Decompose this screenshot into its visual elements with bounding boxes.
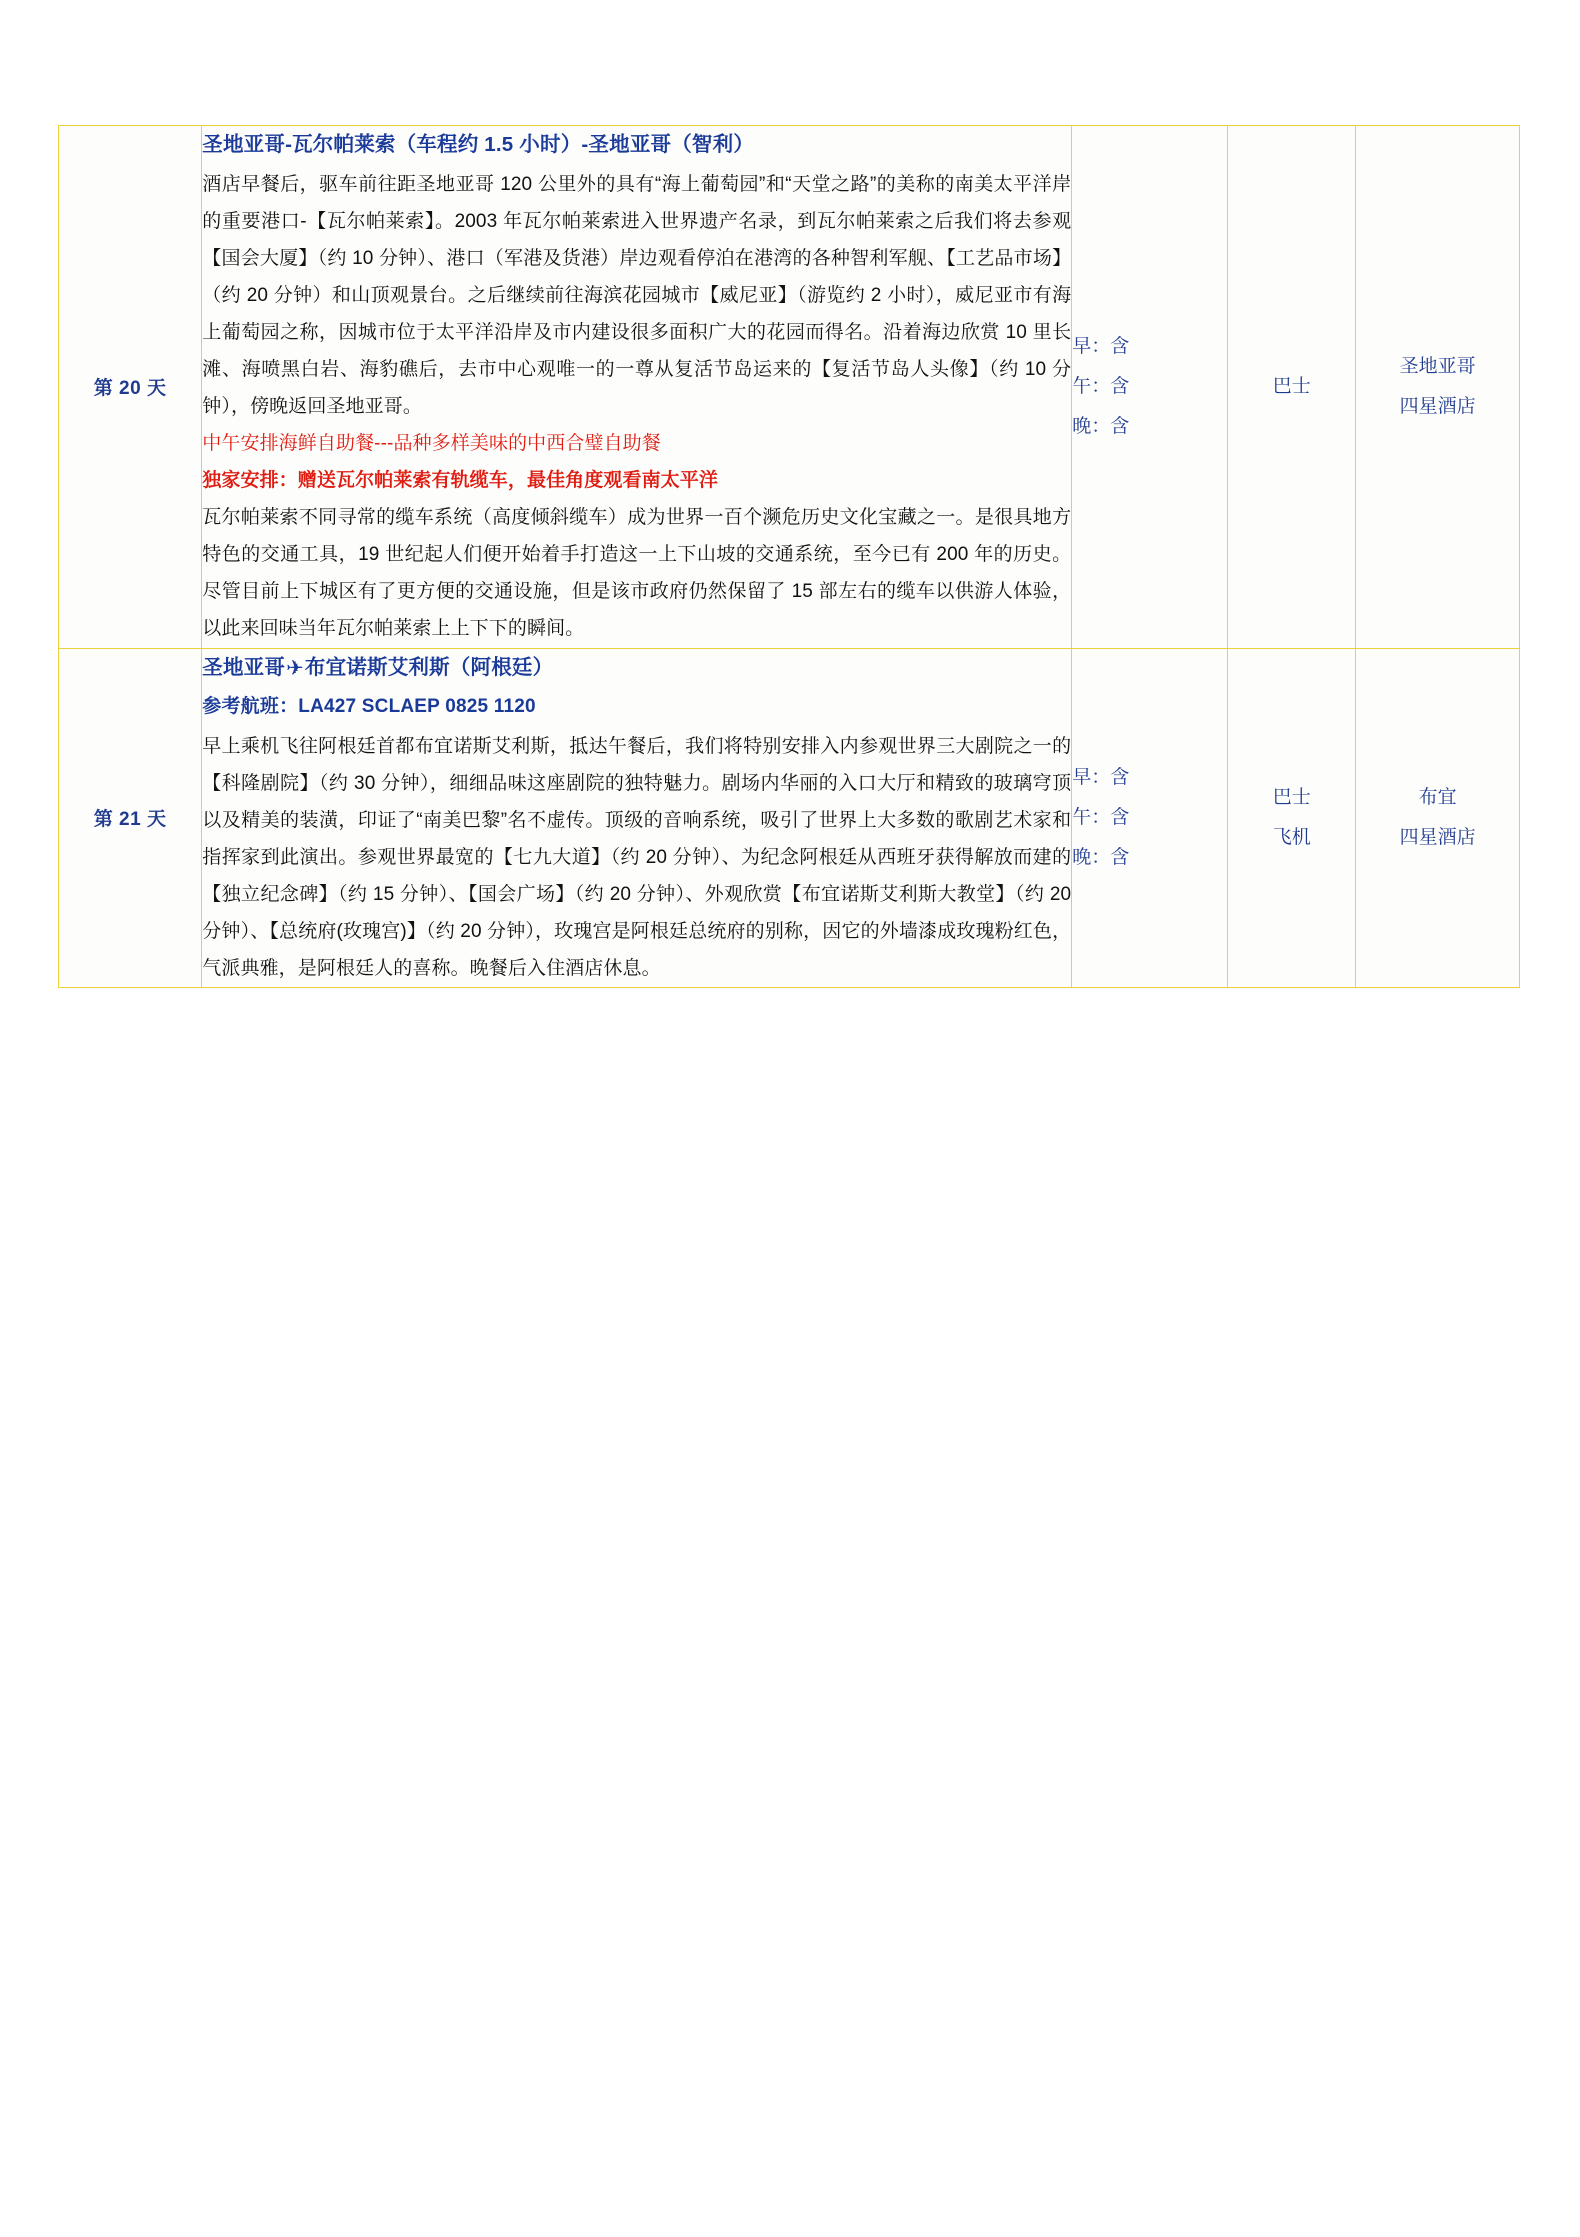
hotel-cell-21 bbox=[1356, 648, 1520, 987]
highlight-note-meal: 中午安排海鲜自助餐---品种多样美味的中西合璧自助餐 bbox=[202, 433, 661, 455]
airplane-icon: ✈ bbox=[286, 656, 304, 680]
meal-breakfast: 早：含 bbox=[1072, 335, 1130, 357]
meal-dinner: 晚：含 bbox=[1072, 415, 1130, 437]
itinerary-title: 圣地亚哥-瓦尔帕莱索（车程约 1.5 小时）-圣地亚哥（智利） bbox=[202, 133, 755, 156]
transport-cell-20 bbox=[1228, 126, 1356, 649]
hotel-cell-20 bbox=[1356, 126, 1520, 649]
description-cell-20 bbox=[202, 126, 1072, 649]
highlight-note-exclusive: 独家安排：赠送瓦尔帕莱索有轨缆车，最佳角度观看南太平洋 bbox=[202, 470, 718, 492]
itinerary-title-origin: 圣地亚哥 bbox=[202, 655, 286, 679]
meal-lunch: 午：含 bbox=[1072, 806, 1130, 828]
meals-cell-20 bbox=[1072, 126, 1228, 649]
transport-item: 巴士 bbox=[1272, 375, 1311, 397]
transport-item: 巴士 bbox=[1272, 786, 1311, 808]
day-cell-21 bbox=[59, 648, 202, 987]
table-row bbox=[59, 648, 1520, 987]
transport-item: 飞机 bbox=[1272, 826, 1311, 848]
meal-lunch: 午：含 bbox=[1072, 375, 1130, 397]
transport-cell-21 bbox=[1228, 648, 1356, 987]
day-label: 第 21 天 bbox=[93, 809, 167, 831]
itinerary-paragraph: 酒店早餐后，驱车前往距圣地亚哥 120 公里外的具有“海上葡萄园”和“天堂之路”的美称的南美太平洋岸的重要港口-【瓦尔帕莱索】。2003 年瓦尔帕莱索进入世界遗产名录，到瓦尔帕莱索之后我们将去参观【国会大厦】（约 10 分钟）、港口（军港及货港）岸边观看停泊在港湾的各种智利军舰、【工艺品市场】（约 20 分钟）和山顶观景台。之后继续前往海滨花园城市【威尼亚】（游览约 2 小时），威尼亚市有海上葡萄园之称，因城市位于太平洋沿岸及市内建设很多面积广大的花园而得名。沿着海边欣赏 10 里长滩、海喷黑白岩、海豹礁后，去市中心观唯一的一尊从复活节岛运来的【复活节岛人头像】（约 10 分钟），傍晚返回圣地亚哥。 bbox=[202, 173, 1072, 418]
meal-breakfast: 早：含 bbox=[1072, 766, 1130, 788]
meal-dinner: 晚：含 bbox=[1072, 846, 1130, 868]
meals-cell-21 bbox=[1072, 648, 1228, 987]
description-cell-21 bbox=[202, 648, 1072, 987]
hotel-city: 圣地亚哥 bbox=[1399, 355, 1476, 377]
table-row bbox=[59, 126, 1520, 649]
itinerary-title bbox=[202, 649, 1071, 687]
day-cell-20 bbox=[59, 126, 202, 649]
hotel-class: 四星酒店 bbox=[1399, 395, 1476, 417]
hotel-class: 四星酒店 bbox=[1399, 826, 1476, 848]
itinerary-title-destination: 布宜诺斯艾利斯（阿根廷） bbox=[304, 655, 554, 679]
hotel-city: 布宜 bbox=[1418, 786, 1457, 808]
day-label: 第 20 天 bbox=[93, 378, 167, 400]
flight-reference: 参考航班：LA427 SCLAEP 0825 1120 bbox=[202, 696, 536, 718]
itinerary-paragraph-secondary: 瓦尔帕莱索不同寻常的缆车系统（高度倾斜缆车）成为世界一百个濒危历史文化宝藏之一。是很具地方特色的交通工具，19 世纪起人们便开始着手打造这一上下山坡的交通系统，至今已有 200 年的历史。尽管目前上下城区有了更方便的交通设施，但是该市政府仍然保留了 15 部左右的缆车以供游人体验，以此来回味当年瓦尔帕莱索上上下下的瞬间。 bbox=[202, 507, 1072, 640]
itinerary-paragraph: 早上乘机飞往阿根廷首都布宜诺斯艾利斯，抵达午餐后，我们将特别安排入内参观世界三大剧院之一的【科隆剧院】（约 30 分钟），细细品味这座剧院的独特魅力。剧场内华丽的入口大厅和精致的玻璃穹顶以及精美的装潢，印证了“南美巴黎”名不虚传。顶级的音响系统，吸引了世界上大多数的歌剧艺术家和指挥家到此演出。参观世界最宽的【七九大道】（约 20 分钟）、为纪念阿根廷从西班牙获得解放而建的【独立纪念碑】（约 15 分钟）、【国会广场】（约 20 分钟）、外观欣赏【布宜诺斯艾利斯大教堂】（约 20 分钟）、【总统府(玫瑰宫)】（约 20 分钟），玫瑰宫是阿根廷总统府的别称，因它的外墙漆成玫瑰粉红色，气派典雅，是阿根廷人的喜称。晚餐后入住酒店休息。 bbox=[202, 735, 1072, 979]
itinerary-table bbox=[58, 125, 1520, 988]
